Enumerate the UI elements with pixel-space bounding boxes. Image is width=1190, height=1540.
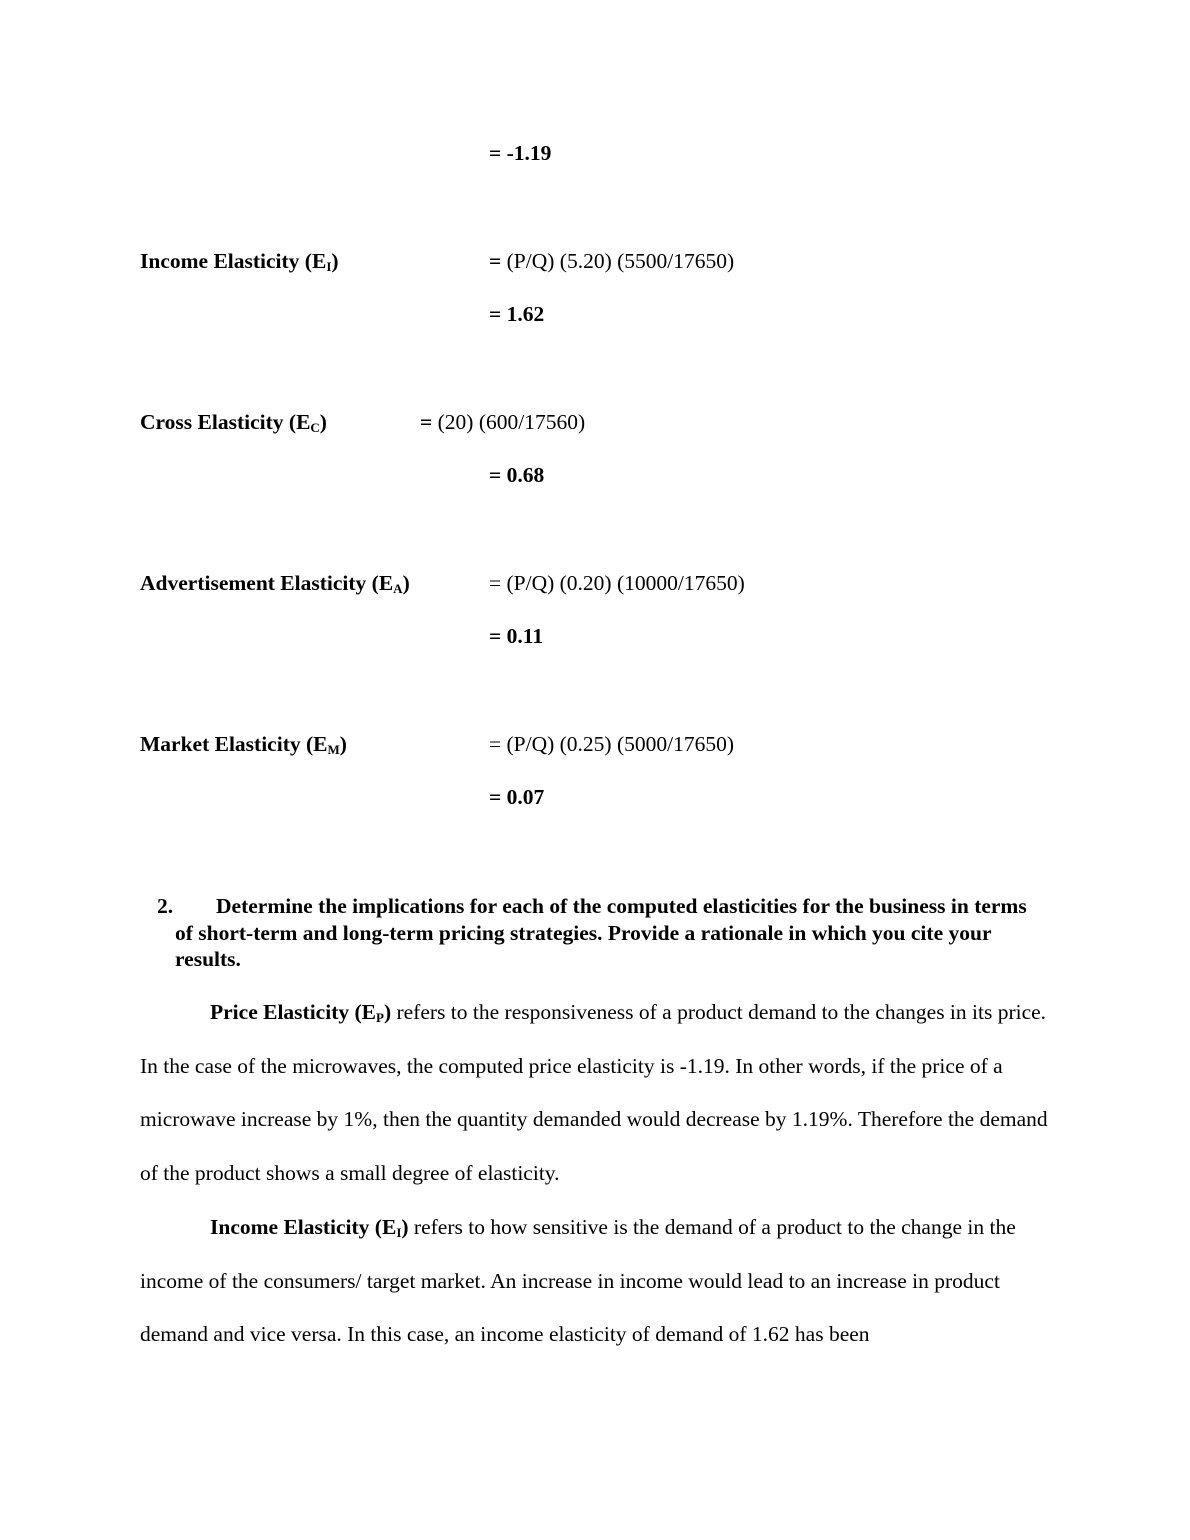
advertisement-label-text: Advertisement Elasticity (E bbox=[140, 571, 394, 595]
income-elasticity-label bbox=[140, 251, 339, 273]
price-term-close: ) bbox=[383, 1000, 392, 1024]
income-label-sub: I bbox=[326, 259, 332, 274]
price-result-text: = -1.19 bbox=[489, 141, 552, 165]
question-number: 2. bbox=[157, 894, 174, 918]
cross-label-sub: C bbox=[310, 420, 320, 435]
income-elasticity-result: = 1.62 bbox=[489, 302, 545, 326]
income-formula-text: (P/Q) (5.20) (5500/17650) bbox=[501, 249, 735, 273]
advertisement-elasticity-formula: = (P/Q) (0.20) (10000/17650) bbox=[489, 571, 745, 595]
income-label-text: Income Elasticity (E bbox=[140, 249, 327, 273]
market-label-text: Market Elasticity (E bbox=[140, 732, 328, 756]
price-term-sub: P bbox=[375, 1010, 384, 1025]
income-paragraph-term bbox=[210, 1215, 409, 1239]
price-paragraph-body: refers to the responsiveness of a product demand to the changes in its price. In the case of the microwaves, the computed price elasticity is -1.19. In other words, if the price of a microwave increase by 1%, then the quantity demanded would decrease by 1.19%. Therefore the demand of the product shows a small degree of elasticity. bbox=[140, 1000, 1048, 1185]
income-label-close: ) bbox=[331, 249, 339, 273]
cross-elasticity-formula bbox=[420, 412, 585, 434]
income-term-text: Income Elasticity (E bbox=[210, 1215, 397, 1239]
income-elasticity-paragraph bbox=[140, 1201, 1055, 1362]
market-label-sub: M bbox=[327, 742, 340, 757]
cross-elasticity-label bbox=[140, 412, 327, 434]
market-elasticity-result: = 0.07 bbox=[489, 785, 545, 809]
price-paragraph-term bbox=[210, 1000, 391, 1024]
price-elasticity-result bbox=[489, 143, 551, 165]
advertisement-label-close: ) bbox=[402, 571, 410, 595]
advertisement-label-sub: A bbox=[393, 581, 403, 596]
cross-elasticity-result: = 0.68 bbox=[489, 463, 545, 487]
market-elasticity-label bbox=[140, 734, 347, 756]
price-term-text: Price Elasticity (E bbox=[210, 1000, 376, 1024]
price-elasticity-paragraph bbox=[140, 986, 1055, 1200]
market-elasticity-formula: = (P/Q) (0.25) (5000/17650) bbox=[489, 732, 735, 756]
question-text: Determine the implications for each of the computed elasticities for the business in terms of short-term and long-term pricing strategies. Provide a rationale in which you cite your results. bbox=[175, 894, 1027, 971]
income-elasticity-formula bbox=[489, 251, 734, 273]
question-heading bbox=[157, 893, 1037, 973]
cross-formula-eq: = bbox=[420, 410, 433, 434]
income-term-close: ) bbox=[401, 1215, 409, 1239]
cross-label-text: Cross Elasticity (E bbox=[140, 410, 311, 434]
cross-label-close: ) bbox=[319, 410, 327, 434]
advertisement-elasticity-result: = 0.11 bbox=[489, 624, 544, 648]
income-term-sub: I bbox=[396, 1225, 402, 1240]
income-paragraph-body: refers to how sensitive is the demand of a product to the change in the income of the consumers/ target market. An increase in income would lead to an increase in product demand and vice versa. In this case, an income elasticity of demand of 1.62 has been bbox=[140, 1215, 1016, 1346]
income-formula-eq: = bbox=[489, 249, 502, 273]
advertisement-elasticity-label bbox=[140, 573, 410, 595]
market-label-close: ) bbox=[339, 732, 347, 756]
cross-formula-text: (20) (600/17560) bbox=[432, 410, 586, 434]
